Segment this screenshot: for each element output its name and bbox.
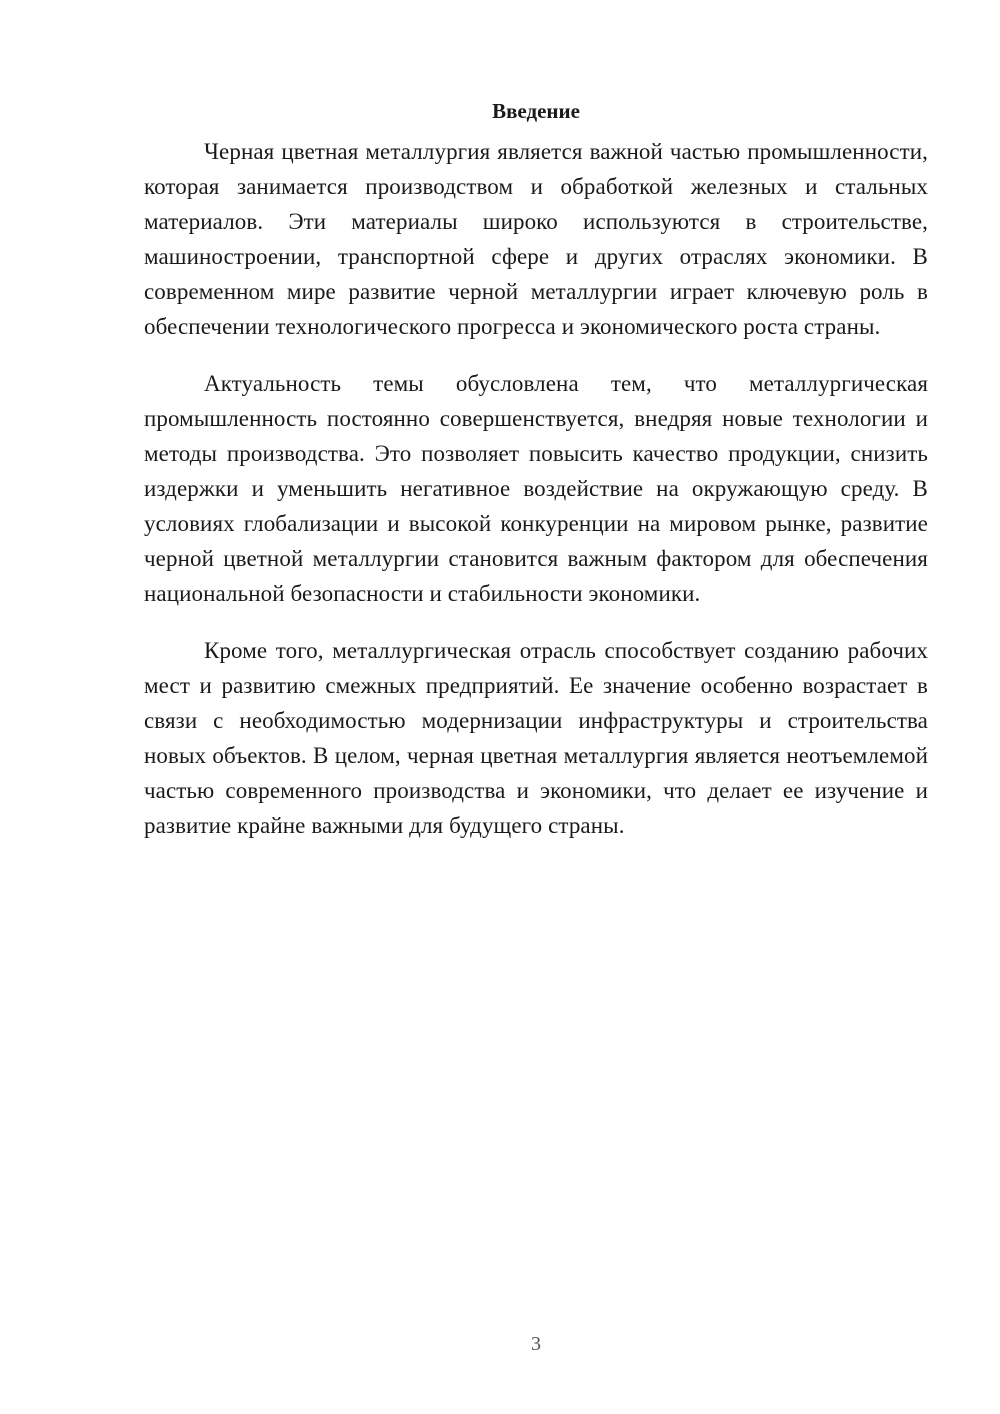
section-heading: Введение <box>492 99 580 123</box>
page-content <box>144 94 928 865</box>
paragraph-1: Черная цветная металлургия является важной частью промышленности, которая занимается производством и обработкой железных и стальных материалов. Эти материалы широко используются в строительстве, машиностроении, транспортной сфере и других отраслях экономики. В современном мире развитие черной металлургии играет ключевую роль в обеспечении технологического прогресса и экономического роста страны. <box>144 139 928 339</box>
paragraph-2: Актуальность темы обусловлена тем, что металлургическая промышленность постоянно совершенствуется, внедряя новые технологии и методы производства. Это позволяет повысить качество продукции, снизить издержки и уменьшить негативное воздействие на окружающую среду. В условиях глобализации и высокой конкуренции на мировом рынке, развитие черной цветной металлургии становится важным фактором для обеспечения национальной безопасности и стабильности экономики. <box>144 371 928 606</box>
page-number: 3 <box>531 1333 541 1355</box>
paragraph-3: Кроме того, металлургическая отрасль способствует созданию рабочих мест и развитию смежных предприятий. Ее значение особенно возрастает в связи с необходимостью модернизации инфраструктуры и строительства новых объектов. В целом, черная цветная металлургия является неотъемлемой частью современного производства и экономики, что делает ее изучение и развитие крайне важными для будущего страны. <box>144 638 928 838</box>
